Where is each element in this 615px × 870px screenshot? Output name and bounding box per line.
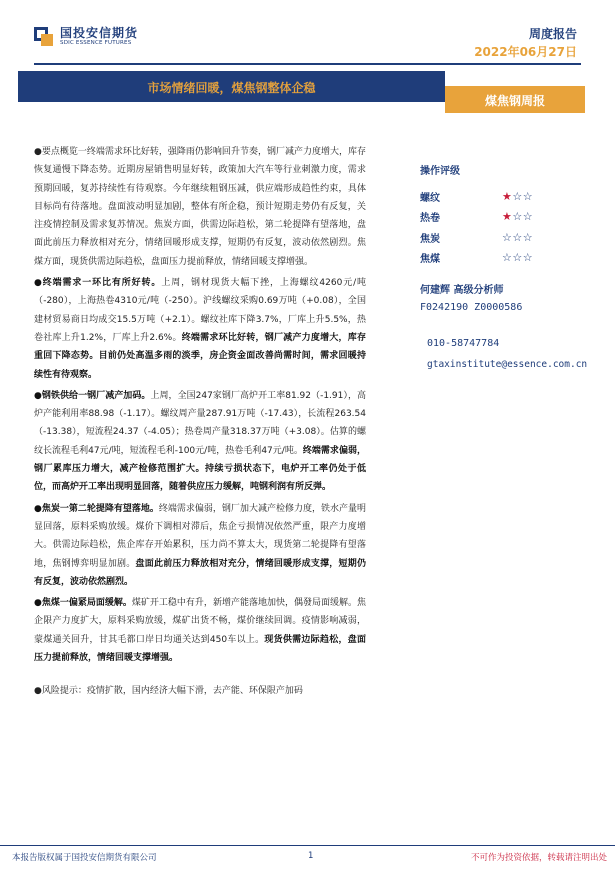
analyst-name: 何建辉 高级分析师 [420,285,504,296]
supply-conclusion: 终端需求偏弱，钢厂累库压力增大，减产检修范围扩大。持续亏损状态下，电炉开工率仍处于低位，而高炉开工率出现明显回落，随着供应压力缓解，吨钢利润有所反弹。 [34,445,366,493]
rating-panel [420,162,610,268]
rating-stars [502,210,533,223]
coke-conclusion: 盘面此前压力释放相对充分，情绪回暖形成支撑，短期仍有反复，波动依然剧烈。 [34,558,366,587]
footer-disclaimer: 不可作为投资依据，转载请注明出处 [470,853,607,863]
coke-paragraph [34,500,366,591]
company-name-en: SDIC ESSENCE FUTURES [60,40,132,46]
rating-row [420,227,610,248]
supply-lead: ●钢铁供给一钢厂减产加码。 [34,390,151,401]
coking-coal-lead: ●焦煤一偏紧局面缓解。 [34,598,132,609]
page-number: 1 [308,851,314,861]
rating-stars [502,231,533,244]
report-type: 周度报告 [528,27,577,41]
company-logo [34,26,138,47]
report-date: 2022年06月27日 [474,45,577,59]
risk-warning: ●风险提示：疫情扩散，国内经济大幅下滑，去产能、环保限产加码 [34,686,303,697]
category-banner [445,86,585,113]
footer-divider [0,845,615,846]
header-divider [34,63,581,65]
rating-row [420,248,610,269]
supply-paragraph [34,387,366,497]
rating-stars [502,190,533,203]
rating-name: 热卷 [420,213,440,225]
coke-lead: ●焦炭一第二轮提降有望落地。 [34,503,159,514]
report-category: 煤焦钢周报 [484,94,545,108]
coking-coal-text: 煤矿开工稳中有升，新增产能落地加快，偶發局面缓解。焦企限产力度扩大，原料采购放缓，煤矿出货不畅，煤价继续回调。疫情影响减弱，蒙煤通关回升，甘其毛都口岸日均通关达到450车以上。 [34,598,366,645]
footer-copyright: 本报告版权属于国投安信期货有限公司 [12,853,157,863]
company-name-cn: 国投安信期货 [60,26,139,40]
rating-name: 焦炭 [420,233,440,245]
star-empty-icon: ☆☆ [512,210,534,224]
rating-stars [502,251,533,264]
star-filled-icon: ★ [502,189,513,203]
analyst-certificate: F0242190 Z0000586 [420,302,523,313]
title-banner [18,71,445,102]
demand-lead: ●终端需求一环比有所好转。 [34,278,162,289]
demand-text: 上周，钢材现货大幅下挫，上海螺纹4260元/吨（-280），上海热卷4310元/吨（-250）。沪线螺纹采购0.69万吨（+0.08），全国建材贸易商日均成交15.5万吨（+2.1）。螺纹社库下降3.7%，厂库上升5.5%，热卷社库上升1.2%，厂库上升2.6%。 [34,278,366,343]
main-content [34,143,366,704]
coking-coal-paragraph [34,594,366,667]
coking-coal-conclusion: 现货供需边际趋松，盘面压力提前释放，情绪回暖支撑增强。 [34,634,366,664]
rating-name: 焦煤 [420,254,440,266]
supply-text: 上周，全国247家钢厂高炉开工率81.92（-1.91），高炉产能利用率88.98（-1.17）。螺纹周产量287.91万吨（-17.43），长流程263.54（-13.38），短流程24.37（-4.05）；热卷周产量318.37万吨（+3.08）。估算的螺纹长流程毛利47元/吨，短流程毛利-100元/吨，热卷毛利47元/吨。 [34,390,367,456]
star-empty-icon: ☆☆☆ [502,251,534,265]
star-empty-icon: ☆☆ [512,189,534,203]
rating-row [420,186,610,207]
report-title: 市场情绪回暖，煤焦钢整体企稳 [147,81,316,95]
star-empty-icon: ☆☆☆ [502,230,534,244]
demand-paragraph [34,274,366,384]
coke-text: 终端需求偏弱，钢厂加大减产检修力度，铁水产量明显回落，原料采购放缓。煤价下调相对滞后，焦企亏损情况依然严重，限产力度增大。供需边际趋松，焦企库存开始累积，压力尚不算太大，现货第二轮提降有望落地，焦钢博弈明显加剧。 [34,503,366,569]
rating-row [420,207,610,228]
contact-email[interactable]: gtaxinstitute@essence.com.cn [427,359,588,370]
contact-phone: 010-58747784 [427,338,500,349]
summary-paragraph: ●要点概览一终端需求环比好转，强降雨仍影响回升节奏，钢厂减产力度增大，库存恢复通慢下降态势。近期房屋销售明显好转，政策加大汽车等行业刺激力度，需求预期回暖，复苏持续性有待观察。今年继续粗钢压减，供应端形成趋性约束，具体目标尚有待落地。盘面波动明显加剧，整体有所企稳，预计短期走势仍有反复，关注疫情控制及需求复苏情况。焦炭方面，供需边际趋松，第二轮提降有望落地，盘面此前压力释放相对充分，情绪回暖形成支撑，短期仍有反复，波动依然剧烈。焦煤方面，现货供需边际趋松，盘面压力提前释放，情绪回暖支撑增强。 [34,147,366,267]
logo-mark-icon [34,27,54,47]
rating-title: 操作评级 [420,166,460,177]
star-filled-icon: ★ [502,210,513,224]
demand-conclusion: 终端需求环比好转，钢厂减产力度增大，库存重回下降态势。目前仍处高温多雨的淡季，房企资金面改善尚需时间，需求回暖持续性有待观察。 [34,332,366,380]
rating-name: 螺纹 [420,192,440,204]
